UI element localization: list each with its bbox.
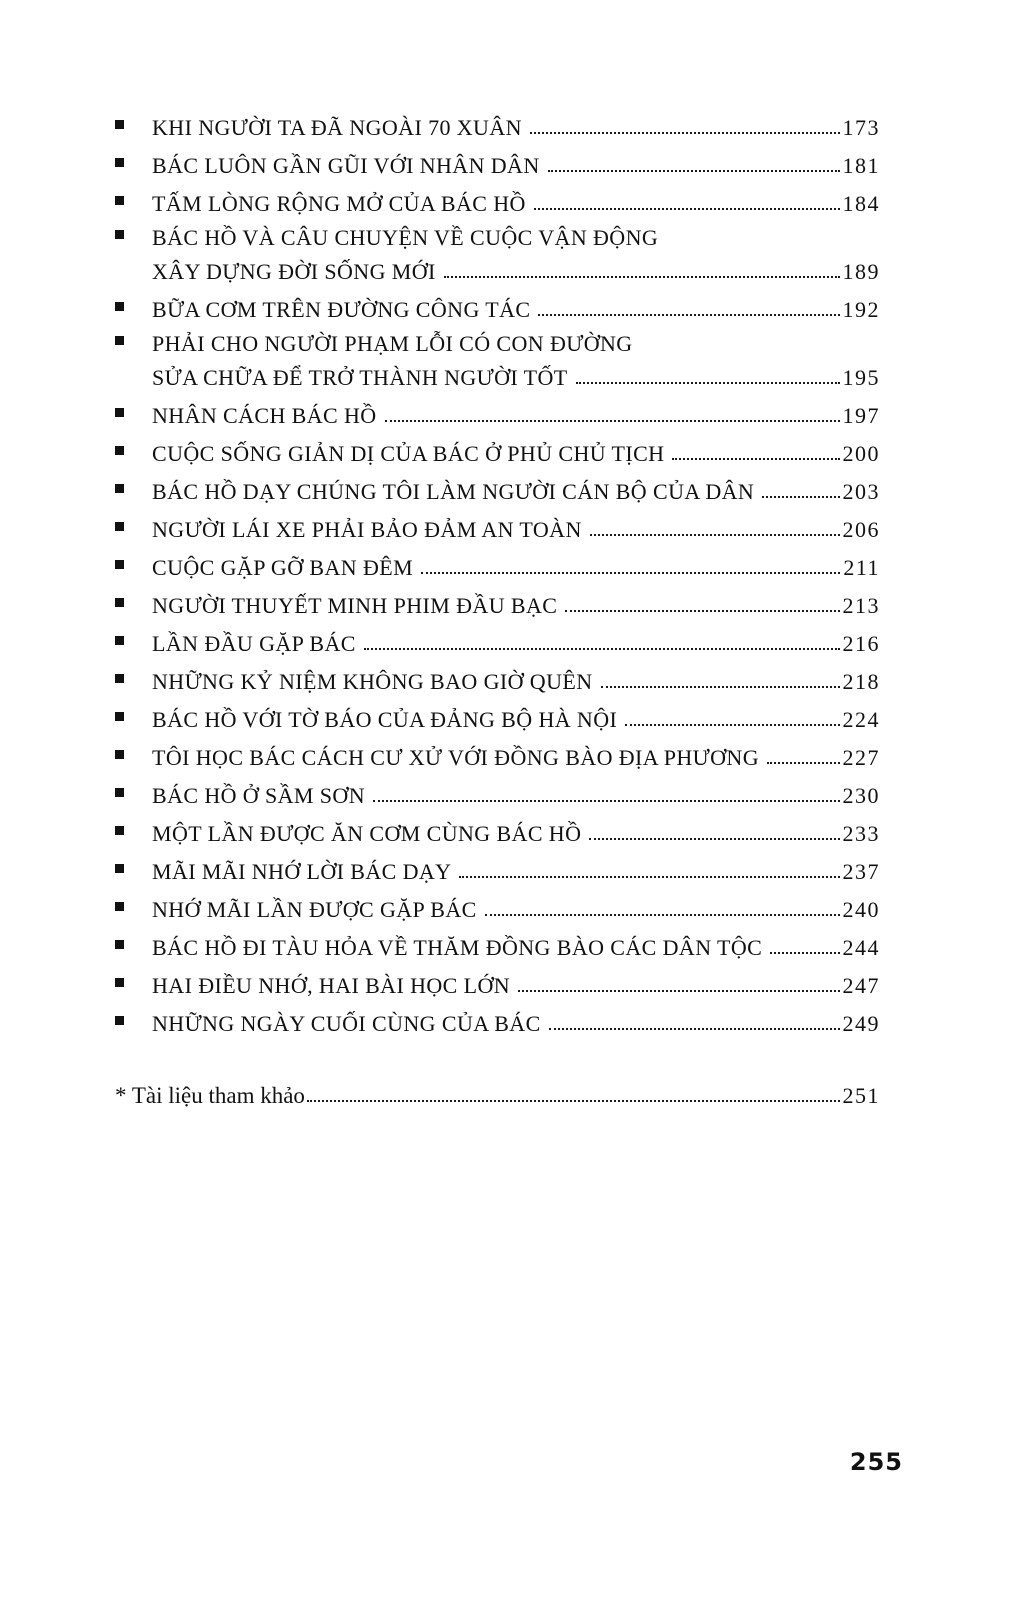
entry-page-number: 200 [842, 441, 880, 466]
dot-leader [385, 419, 840, 422]
dot-leader [625, 723, 839, 726]
toc-entry [115, 660, 880, 698]
entry-page-number: 227 [842, 745, 880, 770]
entry-title: NGƯỜI LÁI XE PHẢI BẢO ĐẢM AN TOÀN [152, 517, 582, 542]
dot-leader [421, 571, 840, 574]
toc-entry [115, 622, 880, 660]
toc-entry [115, 812, 880, 850]
bullet-icon [115, 636, 124, 645]
bullet-icon [115, 1016, 124, 1025]
bullet-icon [115, 336, 124, 345]
toc-entry [115, 698, 880, 736]
dot-leader [565, 609, 839, 612]
bullet-icon [115, 120, 124, 129]
toc-entry [115, 546, 880, 584]
dot-leader [307, 1099, 840, 1102]
entry-title-line2: SỬA CHỮA ĐỂ TRỞ THÀNH NGƯỜI TỐT [152, 365, 568, 390]
toc-entry [115, 736, 880, 774]
dot-leader [459, 875, 839, 878]
reference-page-number: 251 [842, 1083, 880, 1108]
dot-leader [364, 647, 840, 650]
dot-leader [762, 495, 839, 498]
dot-leader [548, 169, 840, 172]
bullet-icon [115, 826, 124, 835]
entry-title: TÔI HỌC BÁC CÁCH CƯ XỬ VỚI ĐỒNG BÀO ĐỊA PHƯƠNG [152, 745, 760, 770]
dot-leader [373, 799, 840, 802]
bullet-icon [115, 230, 124, 239]
toc-entry [115, 774, 880, 812]
entry-title: BÁC HỒ Ở SẦM SƠN [152, 783, 365, 808]
entry-title: BÁC HỒ ĐI TÀU HỎA VỀ THĂM ĐỒNG BÀO CÁC DÂN TỘC [152, 935, 763, 960]
entry-page-number: 206 [842, 517, 880, 542]
entry-page-number: 197 [842, 403, 880, 428]
entry-title: BÁC HỒ DẠY CHÚNG TÔI LÀM NGƯỜI CÁN BỘ CỦA DÂN [152, 479, 755, 504]
bullet-icon [115, 484, 124, 493]
bullet-icon [115, 712, 124, 721]
toc-entry [115, 394, 880, 432]
entry-page-number: 244 [842, 935, 880, 960]
entry-title: NHÂN CÁCH BÁC HỒ [152, 403, 377, 428]
entry-title: NHỮNG NGÀY CUỐI CÙNG CỦA BÁC [152, 1011, 541, 1036]
entry-page-number: 216 [842, 631, 880, 656]
toc-entry [115, 1002, 880, 1040]
entry-title: BỮA CƠM TRÊN ĐƯỜNG CÔNG TÁC [152, 297, 531, 322]
entry-page-number: 195 [842, 365, 880, 390]
page-number: 255 [849, 1448, 903, 1476]
entry-title: KHI NGƯỜI TA ĐÃ NGOÀI 70 XUÂN [152, 115, 522, 140]
dot-leader [576, 381, 840, 384]
entry-title: BÁC HỒ VÀ CÂU CHUYỆN VỀ CUỘC VẬN ĐỘNG [152, 225, 659, 250]
toc-entry [115, 470, 880, 508]
entry-page-number: 203 [842, 479, 880, 504]
bullet-icon [115, 408, 124, 417]
bullet-icon [115, 522, 124, 531]
bullet-icon [115, 446, 124, 455]
entry-title: CUỘC SỐNG GIẢN DỊ CỦA BÁC Ở PHỦ CHỦ TỊCH [152, 441, 665, 466]
dot-leader [770, 951, 839, 954]
entry-page-number: 249 [842, 1011, 880, 1036]
dot-leader [549, 1027, 840, 1030]
entry-page-number: 211 [843, 555, 880, 580]
toc-entry [115, 964, 880, 1002]
entry-title: BÁC HỒ VỚI TỜ BÁO CỦA ĐẢNG BỘ HÀ NỘI [152, 707, 618, 732]
entry-title: NHỮNG KỶ NIỆM KHÔNG BAO GIỜ QUÊN [152, 669, 593, 694]
entry-title: MỘT LẦN ĐƯỢC ĂN CƠM CÙNG BÁC HỒ [152, 821, 582, 846]
entry-title: CUỘC GẶP GỠ BAN ĐÊM [152, 555, 414, 580]
dot-leader [444, 275, 840, 278]
entry-page-number: 218 [842, 669, 880, 694]
toc-entry [115, 144, 880, 182]
entry-page-number: 184 [842, 191, 880, 216]
toc-entry [115, 326, 880, 394]
toc-entry [115, 850, 880, 888]
toc-entry [115, 220, 880, 288]
entry-title: TẤM LÒNG RỘNG MỞ CỦA BÁC HỒ [152, 191, 526, 216]
table-of-contents [115, 106, 880, 1112]
bullet-icon [115, 560, 124, 569]
toc-entry [115, 584, 880, 622]
toc-entry [115, 508, 880, 546]
reference-entry [115, 1074, 880, 1112]
bullet-icon [115, 788, 124, 797]
bullet-icon [115, 864, 124, 873]
dot-leader [534, 207, 840, 210]
entry-page-number: 237 [842, 859, 880, 884]
entry-title: NHỚ MÃI LẦN ĐƯỢC GẶP BÁC [152, 897, 477, 922]
entry-page-number: 192 [842, 297, 880, 322]
entry-page-number: 173 [842, 115, 880, 140]
toc-entry [115, 888, 880, 926]
dot-leader [530, 131, 840, 134]
reference-label: * Tài liệu tham khảo [115, 1083, 305, 1108]
entry-title-line2: XÂY DỰNG ĐỜI SỐNG MỚI [152, 259, 436, 284]
entry-page-number: 213 [842, 593, 880, 618]
entry-title: LẦN ĐẦU GẶP BÁC [152, 631, 356, 656]
entry-title: HAI ĐIỀU NHỚ, HAI BÀI HỌC LỚN [152, 973, 511, 998]
dot-leader [485, 913, 840, 916]
entry-title: BÁC LUÔN GẦN GŨI VỚI NHÂN DÂN [152, 153, 540, 178]
toc-entry [115, 106, 880, 144]
dot-leader [672, 457, 839, 460]
entry-page-number: 233 [842, 821, 880, 846]
dot-leader [518, 989, 839, 992]
bullet-icon [115, 978, 124, 987]
entry-page-number: 181 [842, 153, 880, 178]
dot-leader [589, 837, 839, 840]
entry-title: NGƯỜI THUYẾT MINH PHIM ĐẦU BẠC [152, 593, 558, 618]
toc-entry [115, 182, 880, 220]
dot-leader [590, 533, 840, 536]
bullet-icon [115, 750, 124, 759]
bullet-icon [115, 302, 124, 311]
bullet-icon [115, 940, 124, 949]
entry-page-number: 240 [842, 897, 880, 922]
toc-entry [115, 926, 880, 964]
entry-page-number: 247 [842, 973, 880, 998]
entry-page-number: 189 [842, 259, 880, 284]
toc-entry [115, 432, 880, 470]
entry-title: MÃI MÃI NHỚ LỜI BÁC DẠY [152, 859, 452, 884]
toc-entry [115, 288, 880, 326]
dot-leader [767, 761, 839, 764]
bullet-icon [115, 674, 124, 683]
entry-title: PHẢI CHO NGƯỜI PHẠM LỖI CÓ CON ĐƯỜNG [152, 331, 633, 356]
bullet-icon [115, 196, 124, 205]
bullet-icon [115, 598, 124, 607]
bullet-icon [115, 158, 124, 167]
bullet-icon [115, 902, 124, 911]
entry-page-number: 230 [842, 783, 880, 808]
dot-leader [601, 685, 840, 688]
dot-leader [538, 313, 839, 316]
entry-page-number: 224 [842, 707, 880, 732]
